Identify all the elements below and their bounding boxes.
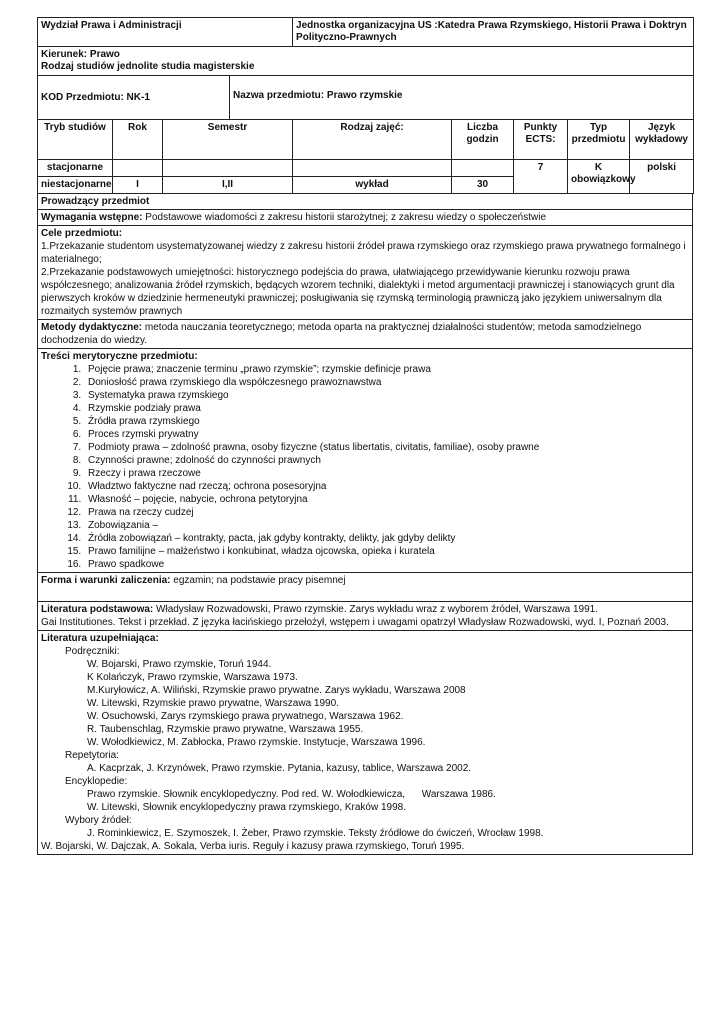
tresci-item: 7. Podmioty prawa – zdolność prawna, osoby fizyczne (status libertatis, civitatis, familiae), osoby prawne [84, 441, 689, 454]
typ-value: K obowiązkowy [568, 160, 630, 194]
row-stacjonarne-godzin [452, 160, 514, 177]
prowadzacy-label: Prowadzący przedmiot [41, 196, 150, 207]
lit-podstawowa-text: Władysław Rozwadowski, Prawo rzymskie. Zarys wykładu wraz z wyborem źródeł, Warszawa 1991. [153, 604, 599, 615]
podrecznik-item: K Kolańczyk, Prawo rzymskie, Warszawa 1973. [87, 672, 298, 683]
row-niestacjonarne-semestr: I,II [163, 177, 293, 194]
tresci-item: 9. Rzeczy i prawa rzeczowe [84, 467, 689, 480]
syllabus-document [37, 17, 693, 855]
tresci-item: 10. Władztwo faktyczne nad rzeczą; ochrona posesoryjna [84, 480, 689, 493]
row-stacjonarne-rodzaj [293, 160, 452, 177]
lit-uzupelniajaca-section [37, 631, 693, 855]
wymagania-label: Wymagania wstępne: [41, 212, 143, 223]
col-semestr: Semestr [163, 120, 293, 160]
row-niestacjonarne-rodzaj: wykład [293, 177, 452, 194]
kierunek: Kierunek: Prawo [41, 49, 120, 60]
row-niestacjonarne-rok: I [113, 177, 163, 194]
encyklopedie-label: Encyklopedie: [65, 776, 128, 787]
metody-label: Metody dydaktyczne: [41, 322, 143, 333]
wybor-item: J. Rominkiewicz, E. Szymoszek, I. Żeber, Prawo rzymskie. Teksty źródłowe do ćwiczeń, Wrocław 1998. [87, 828, 544, 839]
podrecznik-item: W. Osuchowski, Zarys rzymskiego prawa prywatnego, Warszawa 1962. [87, 711, 404, 722]
cele-item-2: 2.Przekazanie podstawowych umiejętności: historycznego podejścia do prawa, ułatwiającego przewidywanie kierunku rozwoju prawa współczesnego; analizowania źródeł rzymskich, będących wzorem techniki, dialektyki i metod argumentacji prawniczej i stanowiących grunt dla pierwszych kroków w dziedzinie hermeneutyki prawniczej; posługiwania się rzymską terminologią prawniczą jako językiem uniwersalnym dla rozmaitych systemów prawnych [41, 267, 675, 317]
tresci-item: 2. Doniosłość prawa rzymskiego dla współczesnego prawoznawstwa [84, 376, 689, 389]
repetytorium-item: A. Kacprzak, J. Krzynówek, Prawo rzymskie. Pytania, kazusy, tablice, Warszawa 2002. [87, 763, 472, 774]
row-stacjonarne-tryb: stacjonarne [38, 160, 113, 177]
row-stacjonarne-rok [113, 160, 163, 177]
forma-section [37, 573, 693, 602]
faculty-name: Wydział Prawa i Administracji [41, 20, 182, 31]
program-cell [38, 47, 694, 76]
unit-name: Jednostka organizacyjna US :Katedra Prawa Rzymskiego, Historii Prawa i Doktryn Polityczno-Prawnych [296, 20, 687, 43]
podrecznik-item: W. Wołodkiewicz, M. Zabłocka, Prawo rzymskie. Instytucje, Warszawa 1996. [87, 737, 426, 748]
tresci-item: 11. Własność – pojęcie, nabycie, ochrona petytoryjna [84, 493, 689, 506]
tresci-section [37, 349, 693, 573]
col-jezyk: Język wykładowy [630, 120, 694, 160]
tresci-label: Treści merytoryczne przedmiotu: [41, 351, 198, 362]
podrecznik-item: R. Taubenschlag, Rzymskie prawo prywatne, Warszawa 1955. [87, 724, 364, 735]
forma-label: Forma i warunki zaliczenia: [41, 575, 171, 586]
tresci-item: 5. Źródła prawa rzymskiego [84, 415, 689, 428]
col-tryb: Tryb studiów [38, 120, 113, 160]
cele-item-1: 1.Przekazanie studentom usystematyzowanej wiedzy z zakresu historii źródeł prawa rzymskiego oraz rzymskiego prawa prywatnego formalnego i materialnego; [41, 241, 686, 265]
col-ects: Punkty ECTS: [514, 120, 568, 160]
tresci-item: 6. Proces rzymski prywatny [84, 428, 689, 441]
lit-uzupelniajaca-label: Literatura uzupełniająca: [41, 633, 159, 644]
cele-section [37, 226, 693, 320]
faculty-cell [38, 18, 293, 47]
jezyk-value: polski [630, 160, 694, 194]
tresci-item: 1. Pojęcie prawa; znaczenie terminu „prawo rzymskie”; rzymskie definicje prawa [84, 363, 689, 376]
podreczniki-label: Podręczniki: [65, 646, 120, 657]
row-niestacjonarne-tryb: niestacjonarne [38, 177, 113, 194]
podrecznik-item: M.Kuryłowicz, A. Wiliński, Rzymskie prawo prywatne. Zarys wykładu, Warszawa 2008 [87, 685, 466, 696]
tresci-item: 14. Źródła zobowiązań – kontrakty, pacta, jak gdyby kontrakty, delikty, jak gdyby delikty [84, 532, 689, 545]
course-code: KOD Przedmiotu: NK-1 [41, 91, 150, 103]
forma-text: egzamin; na podstawie pracy pisemnej [170, 575, 346, 586]
row-stacjonarne-semestr [163, 160, 293, 177]
row-niestacjonarne-godzin: 30 [452, 177, 514, 194]
lit-podstawowa-section [37, 602, 693, 631]
wybory-label: Wybory źródeł: [65, 815, 132, 826]
podrecznik-item: W. Bojarski, Prawo rzymskie, Toruń 1944. [87, 659, 272, 670]
col-typ: Typ przedmiotu [568, 120, 630, 160]
tresci-item: 13. Zobowiązania – [84, 519, 689, 532]
course-name: Nazwa przedmiotu: Prawo rzymskie [233, 90, 403, 101]
col-godzin: Liczba godzin [452, 120, 514, 160]
encyklopedia-item: W. Litewski, Słownik encyklopedyczny prawa rzymskiego, Kraków 1998. [87, 802, 407, 813]
encyklopedia-item: Prawo rzymskie. Słownik encyklopedyczny. Pod red. W. Wołodkiewicza, Warszawa 1986. [87, 789, 496, 800]
lit-podstawowa-line2: Gai Institutiones. Tekst i przekład. Z języka łacińskiego przełożył, wstępem i uwagami opatrzył Władysław Rozwadowski, wyd. I, Poznań 2003. [41, 617, 669, 628]
header-table [37, 17, 694, 194]
col-rok: Rok [113, 120, 163, 160]
lit-last-line: W. Bojarski, W. Dajczak, A. Sokala, Verba iuris. Reguły i kazusy prawa rzymskiego, Toruń 1995. [41, 841, 465, 852]
lit-podstawowa-label: Literatura podstawowa: [41, 604, 154, 615]
wymagania-section [37, 210, 693, 226]
cele-label: Cele przedmiotu: [41, 228, 123, 239]
course-code-cell [38, 76, 230, 120]
tresci-item: 3. Systematyka prawa rzymskiego [84, 389, 689, 402]
wymagania-text: Podstawowe wiadomości z zakresu historii starożytnej; z zakresu wiedzy o społeczeństwie [142, 212, 547, 223]
col-rodzaj: Rodzaj zajęć: [293, 120, 452, 160]
course-name-cell [230, 76, 694, 120]
tresci-item: 12. Prawa na rzeczy cudzej [84, 506, 689, 519]
metody-text: metoda nauczania teoretycznego; metoda oparta na praktycznej działalności studentów; metoda samodzielnego dochodzenia do wiedzy. [41, 322, 642, 346]
repetytoria-label: Repetytoria: [65, 750, 119, 761]
tresci-item: 15. Prawo familijne – małżeństwo i konkubinat, władza ojcowska, opieka i kuratela [84, 545, 689, 558]
prowadzacy-section [37, 194, 693, 210]
tresci-item: 8. Czynności prawne; zdolność do czynności prawnych [84, 454, 689, 467]
podrecznik-item: W. Litewski, Rzymskie prawo prywatne, Warszawa 1990. [87, 698, 339, 709]
tresci-item: 16. Prawo spadkowe [84, 558, 689, 571]
tresci-item: 4. Rzymskie podziały prawa [84, 402, 689, 415]
ects-value: 7 [514, 160, 568, 194]
metody-section [37, 320, 693, 349]
rodzaj-studiow: Rodzaj studiów jednolite studia magisterskie [41, 61, 255, 72]
tresci-list [41, 363, 689, 571]
unit-cell [293, 18, 694, 47]
